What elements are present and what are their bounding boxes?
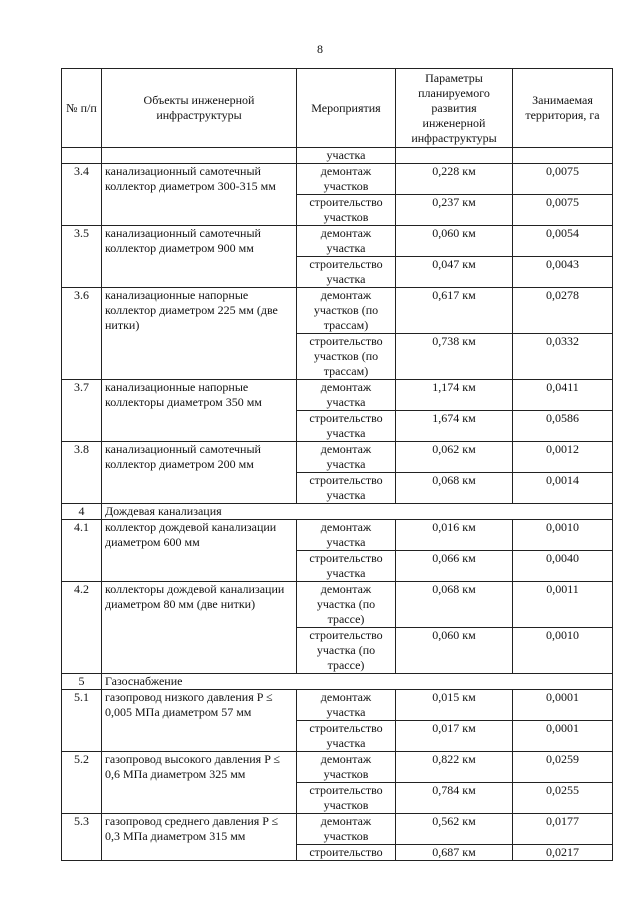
cell-num: 5: [62, 674, 102, 690]
cell-area: 0,0177: [513, 814, 613, 845]
cell-params: 0,562 км: [396, 814, 513, 845]
cell-area: 0,0075: [513, 195, 613, 226]
cell-num: 5.2: [62, 752, 102, 814]
cell-object: газопровод низкого давления P ≤ 0,005 МПа диаметром 57 мм: [102, 690, 297, 752]
cell-action: демонтаж участка (по трассе): [297, 582, 396, 628]
cell-object: канализационные напорные коллекторы диаметром 350 мм: [102, 380, 297, 442]
table-body: [62, 148, 613, 861]
cell-params: 0,822 км: [396, 752, 513, 783]
cell-num: 3.5: [62, 226, 102, 288]
cell-action: строительство участка: [297, 411, 396, 442]
table-row-continued: [62, 148, 613, 164]
cell-area: 0,0043: [513, 257, 613, 288]
cell-params: 0,738 км: [396, 334, 513, 380]
cell-num: 3.8: [62, 442, 102, 504]
cell-object: коллектор дождевой канализации диаметром 600 мм: [102, 520, 297, 582]
table-row: [62, 288, 613, 334]
cell-params: 0,237 км: [396, 195, 513, 226]
cell-num: 3.6: [62, 288, 102, 380]
cell-area: 0,0075: [513, 164, 613, 195]
cell-area: 0,0012: [513, 442, 613, 473]
table-row: [62, 814, 613, 845]
cell-area: 0,0054: [513, 226, 613, 257]
cell-params: 1,174 км: [396, 380, 513, 411]
table-row: [62, 752, 613, 783]
cell-object: газопровод среднего давления P ≤ 0,3 МПа диаметром 315 мм: [102, 814, 297, 861]
cell-params: 0,016 км: [396, 520, 513, 551]
table-row: [62, 226, 613, 257]
cell-action: строительство участка: [297, 721, 396, 752]
table-header-row: [62, 69, 613, 148]
cell-area: 0,0217: [513, 845, 613, 861]
cell-params: 0,687 км: [396, 845, 513, 861]
table-row: [62, 690, 613, 721]
section-row: [62, 674, 613, 690]
header-num: № п/п: [62, 69, 102, 148]
cell-object: канализационные напорные коллектор диаметром 225 мм (две нитки): [102, 288, 297, 380]
cell-action: демонтаж участка: [297, 380, 396, 411]
cell-num: 4.2: [62, 582, 102, 674]
cell-num: 5.1: [62, 690, 102, 752]
header-params: Параметры планируемого развития инженерной инфраструктуры: [396, 69, 513, 148]
table-row: [62, 442, 613, 473]
section-title: Газоснабжение: [102, 674, 613, 690]
cell-area: 0,0255: [513, 783, 613, 814]
cell-action: строительство участков: [297, 195, 396, 226]
cell-params: 1,674 км: [396, 411, 513, 442]
cell-params: 0,228 км: [396, 164, 513, 195]
cell-num: 4.1: [62, 520, 102, 582]
cell-object: канализационный самотечный коллектор диаметром 200 мм: [102, 442, 297, 504]
cell-action: строительство участка: [297, 257, 396, 288]
cell-action: демонтаж участков: [297, 752, 396, 783]
cell-action: демонтаж участков (по трассам): [297, 288, 396, 334]
cell-area: 0,0001: [513, 690, 613, 721]
cell-params: 0,060 км: [396, 226, 513, 257]
table-row: [62, 582, 613, 628]
cell-action: демонтаж участка: [297, 690, 396, 721]
cell-num: 3.4: [62, 164, 102, 226]
cell-area: 0,0411: [513, 380, 613, 411]
cell-num: 4: [62, 504, 102, 520]
header-area: Занимаемая территория, га: [513, 69, 613, 148]
cell-area: 0,0040: [513, 551, 613, 582]
cell-area: 0,0259: [513, 752, 613, 783]
cell-params: 0,068 км: [396, 473, 513, 504]
header-action: Мероприятия: [297, 69, 396, 148]
cell-area: 0,0010: [513, 520, 613, 551]
cell-action: демонтаж участка: [297, 442, 396, 473]
table-row: [62, 164, 613, 195]
cell-action: демонтаж участка: [297, 520, 396, 551]
cell-area: 0,0014: [513, 473, 613, 504]
cell-action: демонтаж участка: [297, 226, 396, 257]
cell-area: 0,0332: [513, 334, 613, 380]
cell-action: участка: [297, 148, 396, 164]
cell-action: строительство участков (по трассам): [297, 334, 396, 380]
cell-object: канализационный самотечный коллектор диаметром 300-315 мм: [102, 164, 297, 226]
cell-params: 0,617 км: [396, 288, 513, 334]
cell-object: газопровод высокого давления P ≤ 0,6 МПа диаметром 325 мм: [102, 752, 297, 814]
cell-action: демонтаж участков: [297, 164, 396, 195]
cell-params: 0,062 км: [396, 442, 513, 473]
table-row: [62, 380, 613, 411]
cell-params: 0,017 км: [396, 721, 513, 752]
cell-params: 0,047 км: [396, 257, 513, 288]
cell-action: строительство участка: [297, 473, 396, 504]
cell-params: 0,060 км: [396, 628, 513, 674]
cell-params: 0,784 км: [396, 783, 513, 814]
table-row: [62, 520, 613, 551]
cell-object: канализационный самотечный коллектор диаметром 900 мм: [102, 226, 297, 288]
cell-object: коллекторы дождевой канализации диаметром 80 мм (две нитки): [102, 582, 297, 674]
section-title: Дождевая канализация: [102, 504, 613, 520]
cell-action: строительство участка: [297, 551, 396, 582]
cell-area: 0,0278: [513, 288, 613, 334]
header-object: Объекты инженерной инфраструктуры: [102, 69, 297, 148]
cell-num: 3.7: [62, 380, 102, 442]
cell-action: строительство участка (по трассе): [297, 628, 396, 674]
cell-params: 0,068 км: [396, 582, 513, 628]
cell-action: демонтаж участков: [297, 814, 396, 845]
infrastructure-table: [61, 68, 613, 861]
section-row: [62, 504, 613, 520]
cell-action: строительство участков: [297, 783, 396, 814]
cell-area: 0,0011: [513, 582, 613, 628]
cell-params: 0,015 км: [396, 690, 513, 721]
cell-params: 0,066 км: [396, 551, 513, 582]
cell-action: строительство: [297, 845, 396, 861]
cell-area: 0,0010: [513, 628, 613, 674]
cell-area: 0,0001: [513, 721, 613, 752]
cell-area: 0,0586: [513, 411, 613, 442]
page-number: 8: [317, 42, 323, 56]
cell-num: 5.3: [62, 814, 102, 861]
